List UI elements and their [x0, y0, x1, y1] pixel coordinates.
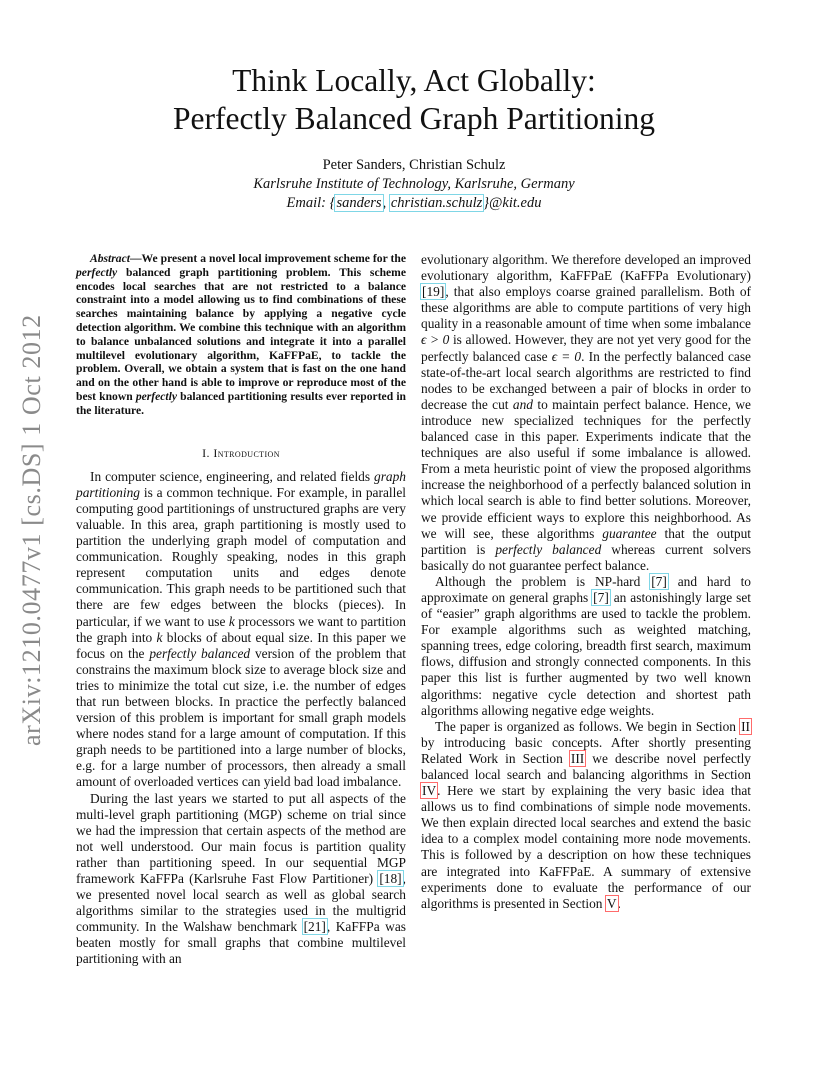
section-link-iv[interactable]: IV: [422, 783, 437, 799]
citation-link-21[interactable]: [21]: [303, 919, 326, 935]
email-line: Email: {sanders, christian.schulz}@kit.edu: [286, 195, 542, 211]
title-line-2: Perfectly Balanced Graph Partitioning: [173, 101, 655, 136]
email-link-schulz[interactable]: christian.schulz: [390, 195, 483, 211]
intro-paragraph-2: During the last years we started to put all aspects of the multi-level graph partitioning (MGP) scheme on trial since we had the impression that certain aspects of the method are not well understood. Our main focus is partition quality rather than partitioning speed. In our sequential MGP framework KaFFPa (Karlsruhe Fast Flow Partitioner) [18], we presented novel local search as well as global search algorithms similar to the strategies used in the multigrid community. In the Walshaw benchmark [21], KaFFPa was beaten mostly for small graphs that combine multilevel partitioning with an: [76, 790, 406, 967]
section-heading-introduction: I. Introduction: [202, 445, 280, 460]
title-line-1: Think Locally, Act Globally:: [232, 63, 596, 98]
intro-paragraph-1: In computer science, engineering, and related fields graph partitioning is a common technique. For example, in parallel computing good partitionings of unstructured graphs are very valuable. In this area, graph partitioning is mostly used to partition the underlying graph model of computation and communication. Roughly speaking, nodes in this graph represent computation units and edges denote communication. This graph needs to be partitioned such that there are few edges between the blocks (pieces). In particular, if we want to use k processors we want to partition the graph into k blocks of about equal size. In this paper we focus on the perfectly balanced version of the problem that constrains the maximum block size to average block size and tries to minimize the total cut size, i.e. the number of edges that run between blocks. In practice the perfectly balanced version of this problem is important for small graph models where nodes stand for a large amount of computation. If this graph needs to be partitioned into a large number of blocks, e.g. for a large number of processors, then already a small amount of overloaded vertices can yield bad load imbalance.: [76, 468, 406, 790]
intro-paragraph-3: Although the problem is NP-hard [7] and hard to approximate on general graphs [7] an astonishingly large set of “easier” graph algorithms are used to tackle the problem. For example algorithms such as weighted matching, spanning trees, edge coloring, breadth first search, maximum flows, diffusion and strongly connected components. In this paper this list is further augmented by two well known algorithms: negative cycle detection and shortest path algorithms allowing negative edge weights.: [421, 573, 751, 718]
citation-link-19[interactable]: [19]: [422, 284, 445, 300]
paper-title: [100, 62, 728, 138]
citation-link-7b[interactable]: [7]: [593, 589, 609, 605]
abstract-label: Abstract: [90, 252, 130, 265]
math-epsilon-zero: ϵ = 0: [551, 348, 582, 364]
left-column: [76, 252, 406, 968]
arxiv-stamp: arXiv:1210.0477v1 [cs.DS] 1 Oct 2012: [17, 314, 46, 746]
math-epsilon-positive: ϵ > 0: [421, 332, 450, 348]
section-link-v[interactable]: V: [606, 895, 617, 911]
author-names: Peter Sanders, Christian Schulz: [322, 157, 506, 173]
citation-link-7a[interactable]: [7]: [651, 573, 667, 589]
intro-paragraph-4: The paper is organized as follows. We begin in Section II by introducing basic concepts. After shortly presenting Related Work in Section III we describe novel perfectly balanced local search and balancing algorithms in Section IV. Here we start by explaining the very basic idea that allows us to find combinations of simple node movements. We then explain directed local searches and extend the basic idea to a complex model containing more node movements. This is followed by a description on how these techniques are integrated into KaFFPaE. A summary of extensive experiments done to evaluate the performance of our algorithms is presented in Section V.: [421, 718, 752, 911]
intro-paragraph-2-continued: evolutionary algorithm. We therefore developed an improved evolutionary algorithm, KaFFPaE (KaFFPa Evolutionary) [19], that also employs coarse grained parallelism. Both of these algorithms are able to compute partitions of very high quality in a reasonable amount of time when some imbalance ϵ > 0 is allowed. However, they are not yet very good for the perfectly balanced case ϵ = 0. In the perfectly balanced case state-of-the-art local search algorithms are restricted to find nodes to be exchanged between a pair of blocks in order to decrease the cut and to maintain perfect balance. Hence, we introduce new specialized techniques for the perfectly balanced case in this paper. Experiments indicate that the techniques are also useful if some imbalance is allowed. From a meta heuristic point of view the proposed algorithms increase the neighborhood of a perfectly balanced solution in which local search is able to find better solutions. Moreover, we provide efficient ways to explore this neighborhood. As we will see, these algorithms guarantee that the output partition is perfectly balanced whereas current solvers basically do not guarantee perfect balance.: [421, 252, 752, 573]
author-block: [100, 156, 728, 213]
section-link-ii[interactable]: II: [741, 718, 750, 734]
citation-link-18[interactable]: [18]: [379, 871, 402, 886]
affiliation: Karlsruhe Institute of Technology, Karlsruhe, Germany: [253, 176, 575, 192]
abstract: Abstract—We present a novel local improvement scheme for the perfectly balanced graph partitioning problem. This scheme encodes local searches that are not restricted to a balance constraint into a model allowing us to find combinations of these searches maintaining balance by applying a negative cycle detection algorithm. We combine this technique with an algorithm to balance unbalanced solutions and integrate it into a parallel multilevel evolutionary algorithm, KaFFPaE, to tackle the problem. Overall, we obtain a system that is fast on the one hand and on the other hand is able to improve or reproduce most of the best known perfectly balanced partitioning results ever reported in the literature.: [76, 252, 406, 417]
email-link-sanders[interactable]: sanders: [336, 195, 382, 211]
section-link-iii[interactable]: III: [570, 750, 585, 766]
right-column: [421, 252, 751, 912]
